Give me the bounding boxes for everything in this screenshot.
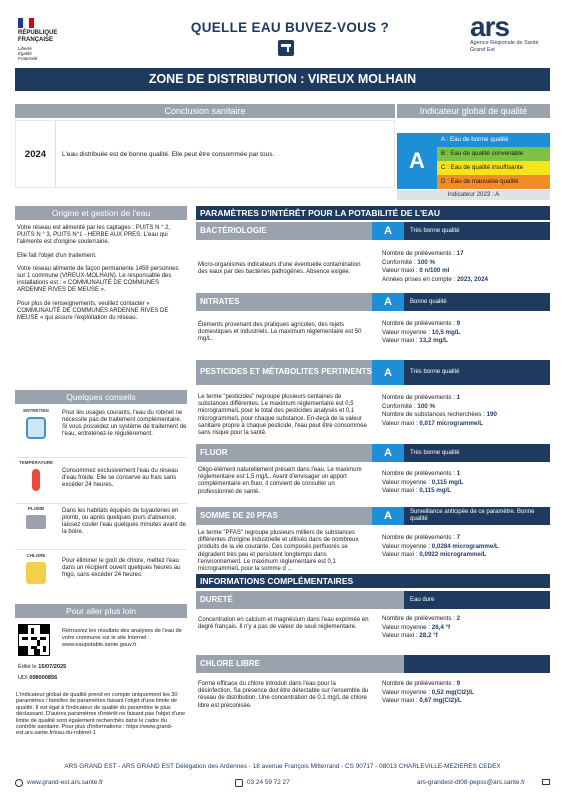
tip-maintenance: Pour les usages courants, l'eau du robinet ne nécessite pas de traitement complémentaire. Si vous possédez un système de traitement de l'eau, entretenez-le régulièrement. — [62, 410, 187, 437]
zone-title: ZONE DE DISTRIBUTION : VIREUX MOLHAIN — [15, 68, 550, 91]
fluor-desc: Oligo-élément naturellement présent dans l'eau. Le maximum réglementaire est 1,5 mg/L. Avant d'envisager un apport complémentaire en fluor, il convient de consulter un professionnel de santé. — [198, 467, 362, 495]
edited-date: Édité le 15/07/2025 — [18, 664, 67, 670]
tip-temperature: Consommez exclusivement l'eau du réseau d'eau froide. Elle se conserve au frais sans excéder 24 heures. — [62, 468, 178, 488]
params-header: PARAMÈTRES D'INTÉRÊT POUR LA POTABILITÉ DE L'EAU — [196, 206, 550, 220]
lead-pipe-icon: PLOMB — [15, 506, 57, 546]
temperature-icon: TEMPÉRATURE — [15, 460, 57, 500]
nitrates-desc: Éléments provenant des pratiques agricoles, des rejets domestiques et industriels. Le maximum réglementaire est 50 mg/L. — [198, 322, 362, 343]
chlorine-desc: Forme efficace du chlore introduit dans l'eau pour la désinfection. Sa présence doit être détectable sur l'ensemble du réseau de distribution. Une concentration de 0,1 mg/L de chlore libre est préconisée. — [198, 681, 369, 709]
page-header — [0, 0, 565, 66]
param-chlorine: CHLORE LIBRE — [196, 655, 550, 673]
footer-web[interactable]: www.grand-est.ars.sante.fr — [27, 779, 104, 786]
conclusion-box — [15, 120, 395, 188]
level-a: A : Eau de bonne qualité — [437, 133, 550, 147]
mail-icon — [542, 779, 550, 785]
param-fluor: FLUOR A Très bonne qualité — [196, 444, 550, 462]
indicator-previous: Indicateur 2023 : A — [397, 190, 550, 200]
global-grade: A — [397, 133, 437, 189]
globe-icon — [15, 779, 23, 787]
level-c: C : Eau de qualité insuffisante — [437, 161, 550, 175]
tip-chlorine: Pour éliminer le goût de chlore, mettez l'eau dans un récipient ouvert quelques heures au frigo, sans excéder 24 heures. — [62, 558, 181, 578]
hardness-desc: Concentration en calcium et magnésium dans l'eau exprimée en degré français. Il n'y a pas de valeur de seuil réglementaire. — [198, 617, 369, 631]
conclusion-text: L'eau distribuée est de bonne qualité. Elle peut être consommée par tous. — [62, 150, 275, 158]
level-d: D : Eau de mauvaise qualité — [437, 175, 550, 189]
udi-code: UDI 008000856 — [18, 675, 58, 681]
pesticides-stats: Nombre de prélèvements : 1 Conformité : 100 % Nombre de substances recherchées : 190 Valeur maxi : 0,017 microgramme/L — [382, 394, 497, 427]
param-hardness: DURETÉ Eau dure — [196, 591, 550, 609]
pesticides-desc: Le terme "pesticides" regroupe plusieurs centaines de substances différentes. Le maximum réglementaire est 0,5 microgramme/L pour le total des pesticides analysés et 0,1 microgramme/L pour chaque substance. En-deçà de la valeur sanitaire propre à chaque pesticide, l'eau peut être consommée sans risque pour la santé. — [198, 394, 367, 437]
footer-email[interactable]: ars-grandest-dt08-pepss@ars.sante.fr — [417, 779, 526, 786]
conclusion-header: Conclusion sanitaire — [15, 104, 395, 118]
tips-header: Quelques conseils — [15, 390, 187, 404]
level-b: B : Eau de qualité convenable — [437, 147, 550, 161]
water-tap-icon — [278, 40, 294, 56]
pfas-stats: Nombre de prélèvements : 7 Valeur moyenne : 0,0284 microgramme/L Valeur maxi : 0,0922 microgramme/L — [382, 534, 499, 558]
maintenance-icon: ENTRETIEN — [15, 408, 57, 448]
footer-contacts — [15, 777, 550, 791]
footer-address: ARS GRAND EST - ARS GRAND EST Délégation des Ardennes - 18 avenue François Mitterrand - CS 90717 - 08013 CHARLEVILLE-MEZIERES CEDEX — [64, 763, 501, 770]
republique-logo: RÉPUBLIQUE FRANÇAISE Liberté Égalité Fraternité — [18, 18, 88, 61]
origin-text: Votre réseau est alimenté par les captages : PUITS N ° 2, PUITS N ° 3, PUITS N°1 - HERBE AUX PRES. L'eau qui l'alimente est d'origine souterraine. Elle fait l'objet d'un traitement. Votre réseau alimente de façon permanente 1459 personnes sur 1 commune (VIREUX-MOLHAIN). Le responsable des installations est : « COMMUNAUTÉ DE COMMUNES ARDENNE RIVES DE MEUSE ». Pour plus de renseignements, veuillez contacter « COMMUNAUTÉ DE COMMUNES ARDENNE RIVES DE MEUSE » qui assure l'exploitation du réseau. — [17, 225, 179, 322]
param-bacteriology: BACTÉRIOLOGIE A Très bonne qualité — [196, 222, 550, 240]
ars-logo: ars Agence Régionale de Santé Grand Est — [470, 11, 539, 53]
page-title: QUELLE EAU BUVEZ-VOUS ? — [190, 20, 390, 35]
qr-code-icon — [18, 624, 50, 656]
param-nitrates: NITRATES A Bonne qualité — [196, 293, 550, 311]
chlorine-icon: CHLORE — [15, 553, 57, 593]
hardness-stats: Nombre de prélèvements : 2 Valeur moyenne : 26,4 °f Valeur maxi : 28,2 °f — [382, 615, 461, 639]
indicator-header: Indicateur global de qualité — [397, 104, 550, 118]
footer-phone: 03 24 59 72 27 — [247, 779, 290, 786]
bacteriology-stats: Nombre de prélèvements : 17 Conformité : 100 % Valeur maxi : 0 n/100 ml Années prises en compte : 2023, 2024 — [382, 250, 488, 283]
fluor-stats: Nombre de prélèvements : 1 Valeur moyenne : 0,115 mg/L Valeur maxi : 0,115 mg/L — [382, 470, 464, 494]
param-pesticides: PESTICIDES ET MÉTABOLITES PERTINENTS A Très bonne qualité — [196, 360, 550, 385]
bacteriology-desc: Micro-organismes indicateurs d'une éventuelle contamination des eaux par des bactéries pathogènes. Absence exigée. — [198, 262, 361, 276]
phone-icon — [235, 779, 243, 787]
nitrates-stats: Nombre de prélèvements : 9 Valeur moyenne : 10,5 mg/L Valeur maxi : 13,2 mg/L — [382, 320, 461, 344]
indicator-note: L'indicateur global de qualité prend en compte uniquement les 30 paramètres / familles de paramètres faisant l'objet d'une limite de qualité. Il est égal à l'indicateur de qualité du paramètre le plus déclassant. D'autres paramètres d'intérêt ne faisant pas l'objet d'une limite de qualité sont également recherchés dans le cadre du contrôle sanitaire. Pour plus d'informations : https://www.grand-est.ars.sante.fr/eau-du-robinet-1 — [16, 692, 186, 737]
chlorine-stats: Nombre de prélèvements : 9 Valeur moyenne : 0,52 mg(Cl2)/L Valeur maxi : 0,67 mg(Cl2)/L — [382, 680, 475, 704]
conclusion-year: 2024 — [16, 121, 56, 187]
extra-header: INFORMATIONS COMPLÉMENTAIRES — [196, 574, 550, 588]
more-text[interactable]: Retrouvez les résultats des analyses de l'eau de votre commune sur le site Internet : www.eaupotable.sante.gouv.fr — [62, 628, 182, 648]
origin-header: Origine et gestion de l'eau — [15, 206, 187, 220]
pfas-desc: Le terme "PFAS" regroupe plusieurs milliers de substances différentes d'origine industrielle et utilisés dans de nombreux produits de la vie courante. Ces composés perfluorés se dégradent très peu et persistent longtemps dans l'environnement. Le maximum réglementaire est 0,1 microgramme/L pour la somme d ... — [198, 530, 359, 573]
more-header: Pour aller plus loin — [15, 604, 187, 618]
param-pfas: SOMME DE 20 PFAS A Surveillance anticipée de ce paramètre. Bonne qualité — [196, 507, 550, 525]
tip-lead: Dans les habitats équipés de tuyauteries en plomb, ou après quelques jours d'absence, laissez couler l'eau quelques minutes avant de la boire. — [62, 508, 186, 535]
